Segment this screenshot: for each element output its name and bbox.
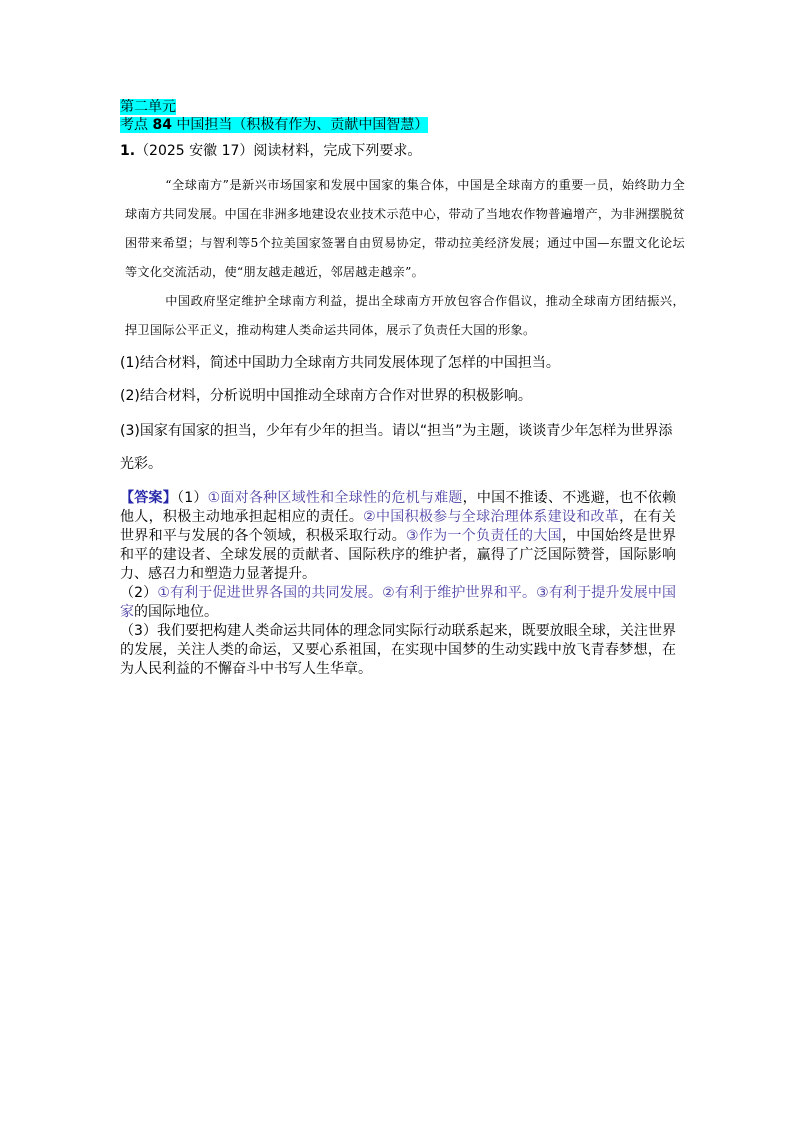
sub-question-2: (2)结合材料，分析说明中国推动全球南方合作对世界的积极影响。 [120, 388, 532, 404]
answer-part-2 [120, 584, 676, 622]
answer-1-text-2: ，在有关世界和平与发展的各个领域，积极采取行动。 [120, 509, 676, 544]
sub-question-1: (1)结合材料，简述中国助力全球南方共同发展体现了怎样的中国担当。 [120, 355, 560, 371]
question-header [120, 141, 680, 161]
answer-2-text-3: 的国际地位。 [134, 604, 218, 620]
topic-text: 中国担当（积极有作为、贡献中国智慧） [176, 117, 429, 133]
answer-label: 【答案】 [120, 490, 177, 506]
answer-1-highlight-1: ①面对各种区域性和全球性的危机与难题 [207, 490, 463, 506]
answer-part-3 [120, 622, 676, 679]
answer-3-text: 我们要把构建人类命运共同体的理念同实际行动联系起来，既要放眼全球，关注世界的发展，关注人类的命运，又要心系祖国，在实现中国梦的生动实践中放飞青春梦想，在为人民利益的不懈奋斗中书写人生华章。 [120, 623, 676, 677]
unit-title-text: 第二单元 [120, 99, 176, 115]
answer-2-highlight-3: ③有利于提升发展中国家 [120, 585, 676, 620]
topic-highlight [120, 117, 428, 133]
answer-3-prefix: （3） [120, 623, 157, 639]
answer-1-prefix: （1） [176, 490, 208, 506]
topic-prefix: 考点 [120, 117, 148, 133]
question-number: 1. [120, 143, 136, 159]
answer-2-highlight-2: ②有利于维护世界和平。 [382, 585, 537, 601]
answer-1-highlight-2: ②中国积极参与全球治理体系建设和改革 [363, 509, 620, 525]
topic-number: 84 [152, 117, 172, 133]
answer-1-text-3: ，中国始终是世界和平的建设者、全球发展的贡献者、国际秩序的维护者，赢得了广泛国际赞誉，国际影响力、感召力和塑造力显著提升。 [120, 528, 677, 582]
answer-2-highlight-1: ①有利于促进世界各国的共同发展。 [157, 585, 383, 601]
page-content [120, 98, 685, 679]
answer-part-1 [120, 489, 676, 584]
topic-heading [120, 116, 680, 134]
answer-2-prefix: （2） [120, 585, 158, 601]
answer-1-text-1: ，中国不推诿、不逃避，也不依赖他人，积极主动地承担起相应的责任。 [120, 490, 676, 525]
material-paragraph-2: 中国政府坚定维护全球南方利益，提出全球南方开放包容合作倡议，推动全球南方团结振兴，捍卫国际公平正义，推动构建人类命运共同体，展示了负责任大国的形象。 [125, 294, 685, 337]
unit-title [120, 98, 680, 116]
answer-1-highlight-3: ③作为一个负责任的大国 [406, 528, 562, 544]
material-paragraph-1: “全球南方”是新兴市场国家和发展中国家的集合体，中国是全球南方的重要一员，始终助力全球南方共同发展。中国在非洲多地建设农业技术示范中心，带动了当地农作物普遍增产，为非洲摆脱贫困带来希望；与智利等5个拉美国家签署自由贸易协定，带动拉美经济发展；通过中国—东盟文化论坛等文化交流活动，使“朋友越走越近，邻居越走越亲”。 [125, 178, 685, 279]
sub-question-3: (3)国家有国家的担当，少年有少年的担当。请以“担当”为主题，谈谈青少年怎样为世界添光彩。 [120, 423, 673, 472]
question-source: （2025 安徽 17） [135, 143, 254, 159]
question-prompt: 阅读材料，完成下列要求。 [253, 143, 422, 159]
